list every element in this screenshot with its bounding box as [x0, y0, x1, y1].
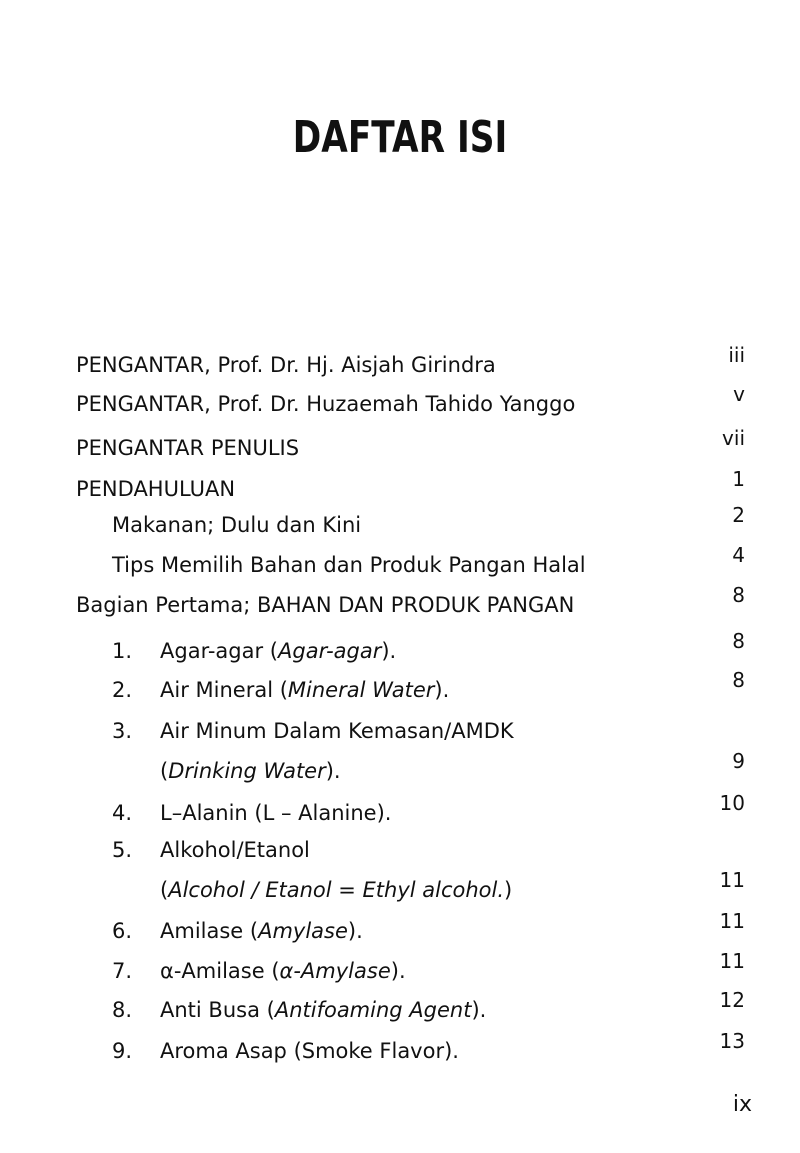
toc-entry-page: 10: [719, 791, 745, 815]
toc-entry: [0, 714, 800, 748]
toc-entry-page: 8: [732, 583, 745, 607]
toc-entry-text: Tips Memilih Bahan dan Produk Pangan Halal: [112, 553, 586, 577]
toc-entry-text: Air Mineral (Mineral Water).: [160, 678, 450, 702]
toc-entry-page: 11: [719, 949, 745, 973]
toc-entry-text: Amilase (Amylase).: [160, 919, 363, 943]
toc-entry: [0, 909, 800, 948]
toc-entry-text: Aroma Asap (Smoke Flavor).: [160, 1039, 459, 1063]
toc-entry-page: 2: [732, 503, 745, 527]
toc-entry-text: Anti Busa (Antifoaming Agent).: [160, 998, 487, 1022]
toc-entry-number: 7.: [112, 959, 133, 983]
toc-entry-page: 11: [719, 868, 745, 892]
toc-entry: [0, 382, 800, 421]
toc-entry: [0, 791, 800, 830]
toc-entry-text: (Drinking Water).: [160, 759, 341, 783]
toc-entry-text: PENGANTAR PENULIS: [76, 436, 300, 460]
toc-entry-text: α-Amilase (α-Amylase).: [160, 959, 406, 983]
toc-entry-text: PENGANTAR, Prof. Dr. Huzaemah Tahido Yanggo: [76, 392, 576, 416]
toc-entry-number: 6.: [112, 919, 133, 943]
toc-entry: [0, 868, 800, 907]
toc-entry-page: 12: [719, 988, 745, 1012]
toc-entry-text: Air Minum Dalam Kemasan/AMDK: [160, 719, 514, 743]
toc-entry-page: v: [733, 382, 745, 406]
toc-entry-page: 4: [732, 543, 745, 567]
toc-entry-page: 9: [732, 749, 745, 773]
toc-entry: [0, 543, 800, 582]
toc-entry: [0, 749, 800, 788]
toc-entry-text: PENGANTAR, Prof. Dr. Hj. Aisjah Girindra: [76, 353, 496, 377]
toc-entry-number: 1.: [112, 639, 133, 663]
toc-entry: [0, 668, 800, 707]
toc-entry: [0, 629, 800, 668]
toc-entry: [0, 467, 800, 506]
toc-entry-text: Agar-agar (Agar-agar).: [160, 639, 397, 663]
toc-entry: [0, 343, 800, 382]
toc-entry: [0, 949, 800, 988]
toc-entry-page: vii: [722, 426, 745, 450]
toc-entry-text: (Alcohol / Etanol = Ethyl alcohol.): [160, 878, 513, 902]
toc-entry-text: Alkohol/Etanol: [160, 838, 310, 862]
toc-entry-page: 8: [732, 668, 745, 692]
toc-entry: [0, 503, 800, 542]
toc-entry-text: L–Alanin (L – Alanine).: [160, 801, 392, 825]
page-number: ix: [732, 1092, 752, 1117]
toc-entry-page: iii: [728, 343, 745, 367]
toc-entry-text: Bagian Pertama; BAHAN DAN PRODUK PANGAN: [76, 593, 575, 617]
toc-entry-text: PENDAHULUAN: [76, 477, 236, 501]
toc-entry-number: 4.: [112, 801, 133, 825]
toc-entry-page: 1: [732, 467, 745, 491]
toc-entry-text: Makanan; Dulu dan Kini: [112, 513, 362, 537]
page-title: DAFTAR ISI: [292, 112, 508, 163]
toc-entry: [0, 833, 800, 867]
toc-entry: [0, 988, 800, 1027]
toc-entry-number: 9.: [112, 1039, 133, 1063]
toc-entry-number: 5.: [112, 838, 133, 862]
toc-entry-number: 2.: [112, 678, 133, 702]
toc-entry-number: 8.: [112, 998, 133, 1022]
toc-entry-page: 13: [719, 1029, 745, 1053]
toc-entry-page: 8: [732, 629, 745, 653]
toc-entry: [0, 1029, 800, 1068]
toc-entry: [0, 583, 800, 622]
toc-entry: [0, 426, 800, 465]
toc-entry-number: 3.: [112, 719, 133, 743]
toc-entry-page: 11: [719, 909, 745, 933]
